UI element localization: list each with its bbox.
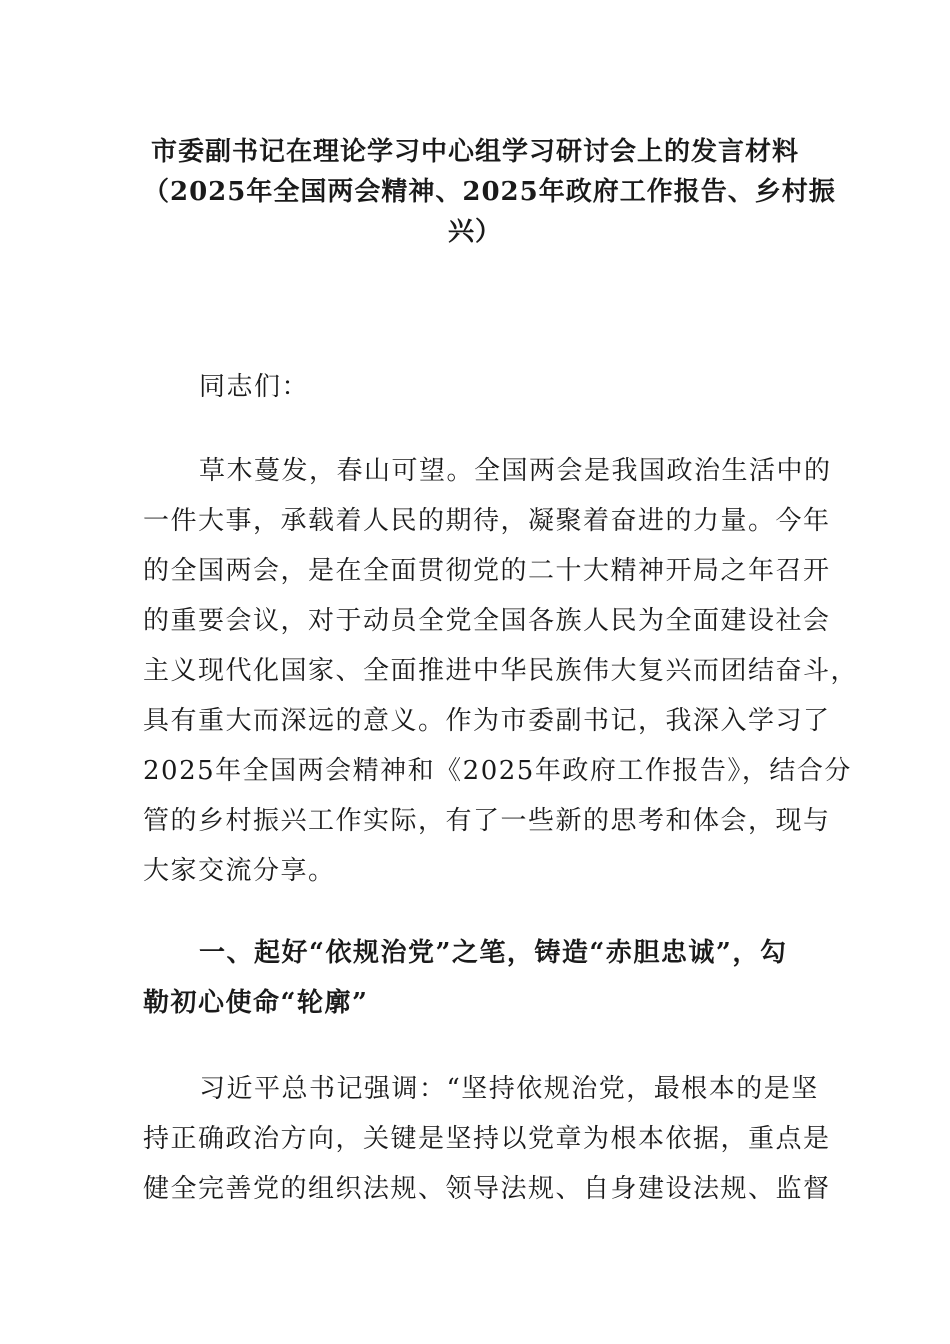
paragraph-line: 习近平总书记强调：“坚持依规治党，最根本的是坚 (199, 1074, 819, 1104)
paragraph-line: 持正确政治方向，关键是坚持以党章为根本依据，重点是 (143, 1124, 831, 1154)
greeting (143, 362, 807, 412)
title-line: 市委副书记在理论学习中心组学习研讨会上的发言材料 (150, 137, 799, 167)
document-title (143, 132, 836, 252)
heading-line: 一、起好“依规治党”之笔，铸造“赤胆忠诚”，勾 (199, 938, 788, 968)
paragraph-line: 一件大事，承载着人民的期待，凝聚着奋进的力量。今年 (143, 506, 831, 536)
paragraph-line: 大家交流分享。 (143, 856, 336, 886)
paragraph-line: 健全完善党的组织法规、领导法规、自身建设法规、监督 (143, 1174, 831, 1204)
paragraph-line: 主义现代化国家、全面推进中华民族伟大复兴而团结奋斗， (143, 656, 859, 686)
section-1-heading (143, 928, 807, 1028)
paragraph-line: 管的乡村振兴工作实际，有了一些新的思考和体会，现与 (143, 806, 831, 836)
paragraph-line: 的全国两会，是在全面贯彻党的二十大精神开局之年召开 (143, 556, 831, 586)
paragraph-line: 具有重大而深远的意义。作为市委副书记，我深入学习了 (143, 706, 831, 736)
greeting-text: 同志们： (199, 372, 310, 402)
section-1-paragraph (143, 1064, 831, 1214)
heading-line: 勒初心使命“轮廓” (143, 988, 369, 1018)
paragraph-line: 的重要会议，对于动员全党全国各族人民为全面建设社会 (143, 606, 831, 636)
intro-paragraph (143, 446, 859, 896)
title-line: （2025年全国两会精神、2025年政府工作报告、乡村振 (143, 177, 836, 207)
title-line: 兴） (447, 217, 502, 247)
paragraph-line: 2025年全国两会精神和《2025年政府工作报告》，结合分 (143, 756, 852, 786)
paragraph-line: 草木蔓发，春山可望。全国两会是我国政治生活中的 (199, 456, 832, 486)
